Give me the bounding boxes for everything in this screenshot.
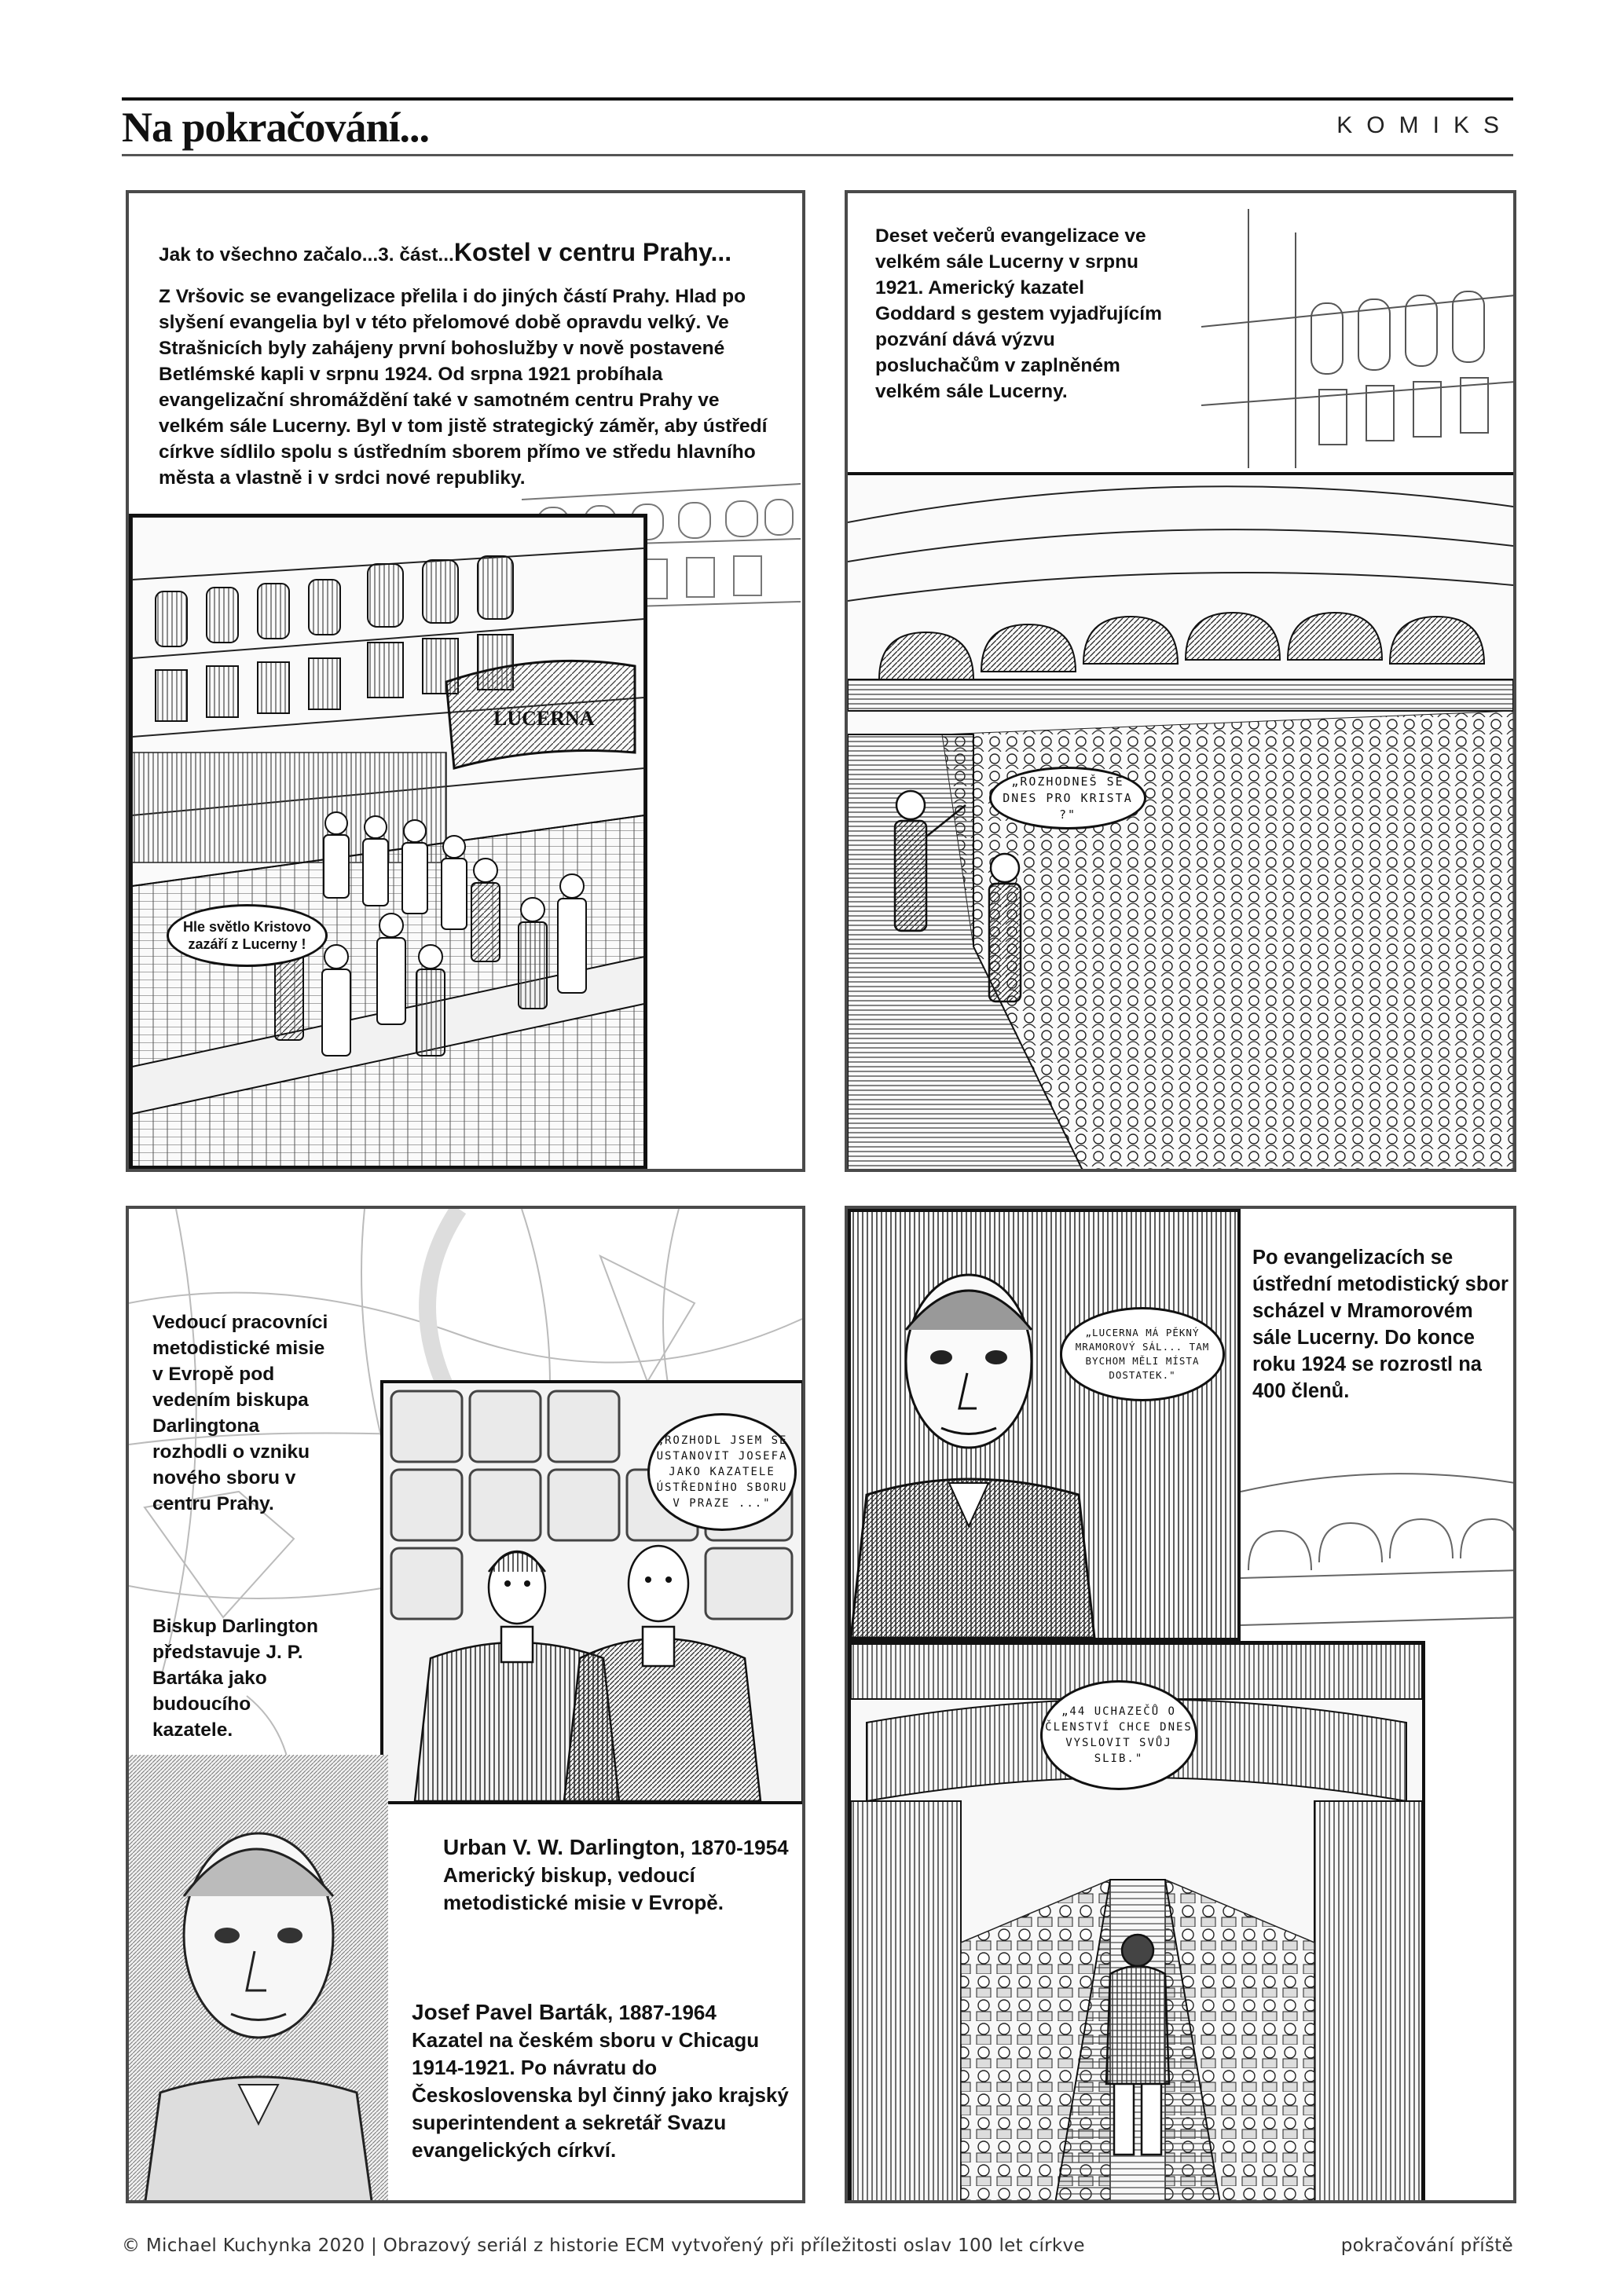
panel3-caption2: Biskup Darlington představuje J. P. Bartáka jako budoucího kazatele. bbox=[152, 1616, 318, 1741]
comic-panel-4 bbox=[845, 1206, 1516, 2203]
lucerna-street-drawing bbox=[132, 517, 644, 1166]
comic-panel-3 bbox=[126, 1206, 805, 2203]
lucerna-hall-drawing bbox=[848, 475, 1513, 1172]
bartak-desc: Kazatel na českém sboru v Chicagu 1914-1921. Po návratu do Československa byl činný jako krajský superintendent a sekretář Svazu evangelických církví. bbox=[412, 2028, 789, 2162]
hall-exterior-sketch bbox=[1201, 209, 1516, 468]
bio-bartak bbox=[412, 1998, 793, 2164]
header-bottom-rule bbox=[122, 154, 1513, 156]
panel3-caption1: Vedoucí pracovníci metodistické misie v Evropě pod vedením biskupa Darlingtona rozhodli o vzniku nového sboru v centru Prahy. bbox=[152, 1312, 328, 1514]
bartak-name: Josef Pavel Barták bbox=[412, 2000, 608, 2024]
page-title: Na pokračování... bbox=[122, 104, 430, 151]
comic-panel-2 bbox=[845, 190, 1516, 1172]
bartak-years: , 1887-1964 bbox=[607, 2001, 717, 2024]
panel4-caption: Po evangelizacích se ústřední metodistický sbor scházel v Mramorovém sále Lucerny. Do konce roku 1924 se rozrostl na 400 členů. bbox=[1252, 1247, 1509, 1402]
panel1-heading: Kostel v centru Prahy... bbox=[453, 238, 732, 266]
bartak-portrait bbox=[129, 1755, 388, 2203]
panel1-speech-bubble: Hle světlo Kristovo zazáří z Lucerny ! bbox=[167, 904, 328, 967]
panel3-speech-bubble: „ROZHODL JSEM SE USTANOVIT JOSEFA JAKO KAZATELE ÚSTŘEDNÍHO SBORU V PRAZE ..." bbox=[647, 1413, 797, 1531]
panel4-speech-bubble-1: „LUCERNA MÁ PĚKNÝ MRAMOROVÝ SÁL... TAM BYCHOM MĚLI MÍSTA DOSTATEK." bbox=[1060, 1307, 1225, 1401]
darlington-years: , 1870-1954 bbox=[679, 1836, 789, 1859]
panel2-caption: Deset večerů evangelizace ve velkém sále Lucerny v srpnu 1921. Americký kazatel Goddard s gestem vyjadřujícím pozvání dává výzvu posluchačům v zaplněném velkém sále Lucerny. bbox=[875, 225, 1162, 402]
lucerna-sign: LUCERNA bbox=[493, 707, 595, 730]
goddard-portrait-drawing bbox=[851, 1212, 1237, 1638]
darlington-name: Urban V. W. Darlington bbox=[443, 1835, 680, 1859]
comic-panel-1 bbox=[126, 190, 805, 1172]
panel1-title-line bbox=[159, 236, 787, 268]
panel1-lead: Jak to všechno začalo...3. část... bbox=[159, 244, 454, 265]
footer-next: pokračování příště bbox=[1340, 2236, 1513, 2256]
panel1-body: Z Vršovic se evangelizace přelila i do jiných částí Prahy. Hlad po slyšení evangelia byl v této přelomové době opravdu velký. Ve Strašnicích byly zahájeny první bohoslužby v nově postavené Betlémské kapli v srpnu 1924. Od srpna 1921 probíhala evangelizační shromáždění také v samotném centru Prahy ve velkém sále Lucerny. Byl v tom jistě strategický záměr, aby ústředí církve sídlilo spolu s ústředním sborem přímo ve středu hlavního města a vlastně i v srdci nové republiky. bbox=[159, 286, 768, 489]
bio-darlington bbox=[443, 1833, 793, 1917]
darlington-desc: Americký biskup, vedoucí metodistické misie v Evropě. bbox=[443, 1863, 724, 1914]
footer-credit: © Michael Kuchynka 2020 | Obrazový seriál z historie ECM vytvořený při příležitosti oslav 100 let církve bbox=[122, 2236, 1085, 2256]
section-label: KOMIKS bbox=[1336, 112, 1513, 138]
panel1-illustration bbox=[129, 514, 647, 1170]
panel2-illustration bbox=[845, 472, 1516, 1172]
panel2-speech-bubble: „ROZHODNEŠ SE DNES PRO KRISTA ?" bbox=[989, 767, 1146, 829]
panel4-speech-bubble-2: „44 UCHAZEČŮ O ČLENSTVÍ CHCE DNES VYSLOVIT SVŮJ SLIB." bbox=[1040, 1680, 1197, 1790]
panel4-portrait-illustration bbox=[848, 1209, 1241, 1641]
